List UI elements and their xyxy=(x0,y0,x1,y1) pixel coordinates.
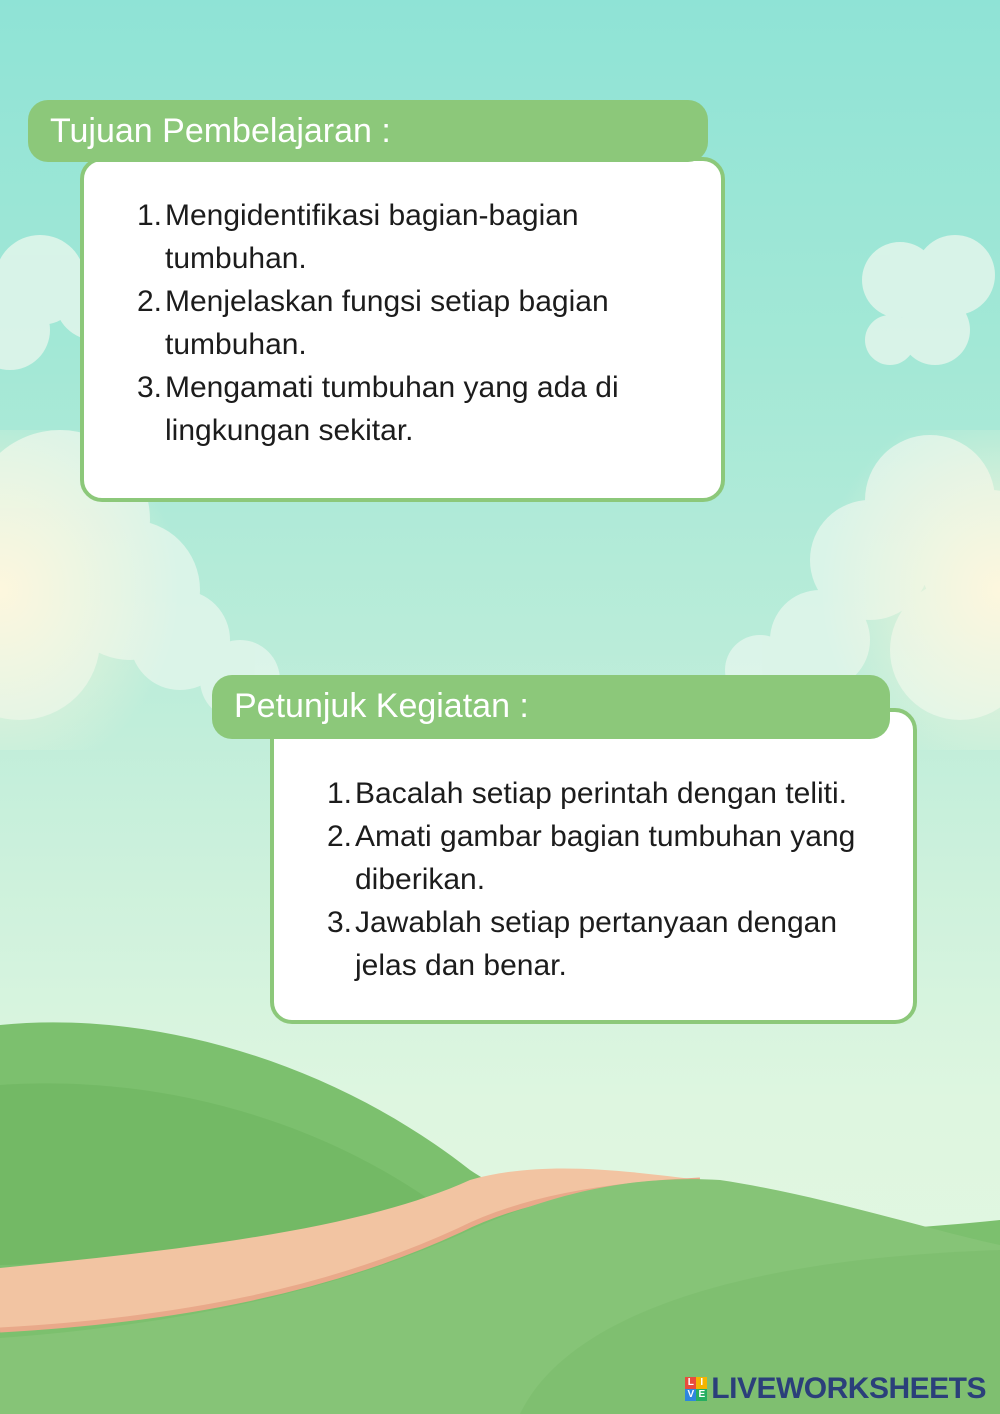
liveworksheets-icon: L I V E xyxy=(685,1377,707,1401)
list-item: 1. Mengidentifikasi bagian-bagian tumbuhan. xyxy=(136,199,579,275)
list-item: 3. Jawablah setiap pertanyaan dengan jelas dan benar. xyxy=(326,906,838,982)
list-item: 1. Bacalah setiap perintah dengan teliti. xyxy=(326,777,848,810)
list-item: 2. Menjelaskan fungsi setiap bagian tumbuhan. xyxy=(136,285,609,361)
liveworksheets-logo[interactable] xyxy=(685,1372,986,1406)
instructions-card xyxy=(270,708,917,1024)
list-item: 3. Mengamati tumbuhan yang ada di lingkungan sekitar. xyxy=(136,371,619,447)
learning-goals-heading: Tujuan Pembelajaran : xyxy=(28,100,708,162)
learning-goals-card xyxy=(80,157,725,502)
instructions-heading: Petunjuk Kegiatan : xyxy=(212,675,890,739)
list-item: 2. Amati gambar bagian tumbuhan yang diberikan. xyxy=(326,820,856,896)
learning-goals-list xyxy=(110,194,670,452)
instructions-list xyxy=(300,772,890,987)
logo-text: LIVEWORKSHEETS xyxy=(711,1372,986,1405)
